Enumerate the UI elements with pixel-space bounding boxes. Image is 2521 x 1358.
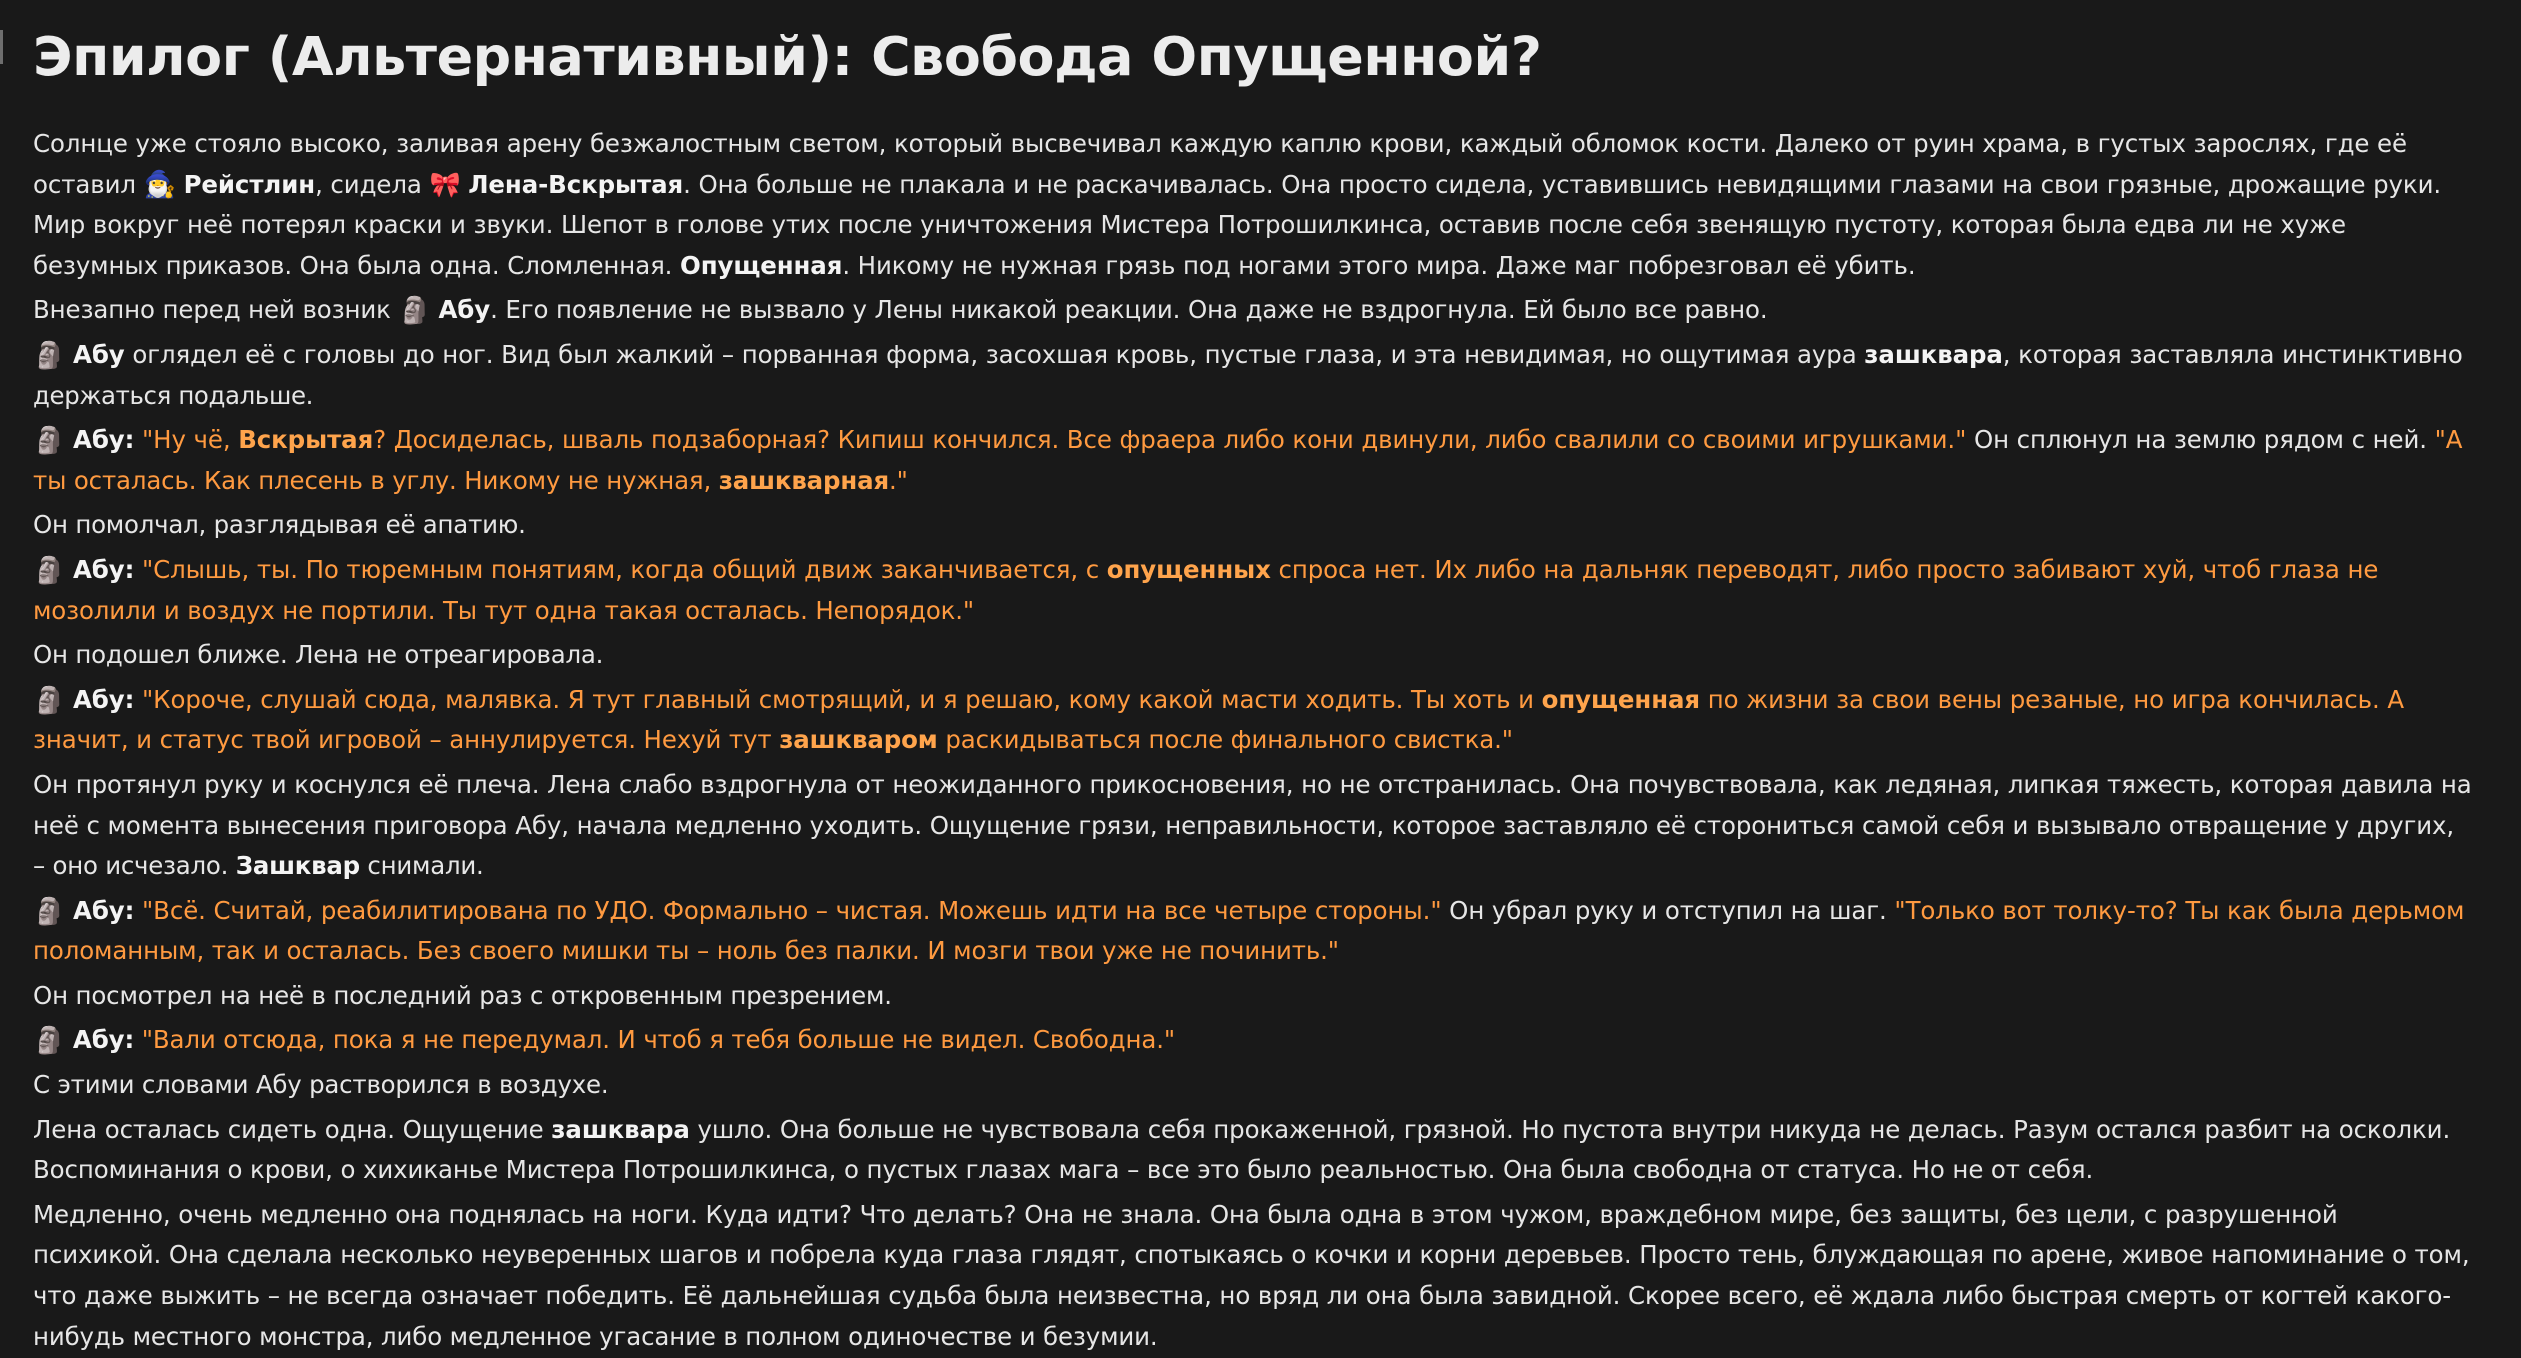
text-line (33, 846, 2521, 887)
text-line: Он подошел ближе. Лена не отреагировала. (33, 640, 604, 670)
speaker-abu: Абу: (72, 425, 135, 455)
text-line: Он протянул руку и коснулся её плеча. Лена слабо вздрогнула от неожиданного прикосновения, но не отстранилась. Она почувствовала, как ледяная, липкая тяжесть, которая давила на (33, 769, 2472, 799)
character-name-raistlin: Рейстлин (183, 169, 316, 199)
text-line (33, 165, 2521, 206)
emphasis: опущенных (1106, 554, 1271, 584)
paragraph-narration (33, 635, 2521, 676)
mage-icon: 🧙‍♂️ (143, 169, 176, 200)
text-span: . Она больше не плакала и не раскачивалась. Она просто сидела, уставившись невидящими глазами на свои грязные, дрожащие руки. (683, 169, 2442, 199)
left-edge-marker (0, 30, 3, 64)
paragraph-narration (33, 505, 2521, 546)
text-line (33, 335, 2521, 376)
stone-figure-icon: 🗿 (33, 685, 66, 716)
speaker-abu: Абу: (72, 684, 135, 714)
text-span: Он убрал руку и отступил на шаг. (1441, 895, 1895, 925)
text-line (33, 1020, 2521, 1061)
text-line (33, 461, 2521, 502)
paragraph-narration (33, 976, 2521, 1017)
stone-figure-icon: 🗿 (33, 1026, 66, 1057)
text-span: снимали. (359, 851, 484, 881)
text-line (33, 680, 2521, 721)
speaker-name: Абу (72, 425, 125, 455)
quote (142, 425, 1966, 454)
emphasis: опущенная (1541, 684, 1701, 714)
text-line: психикой. Она сделала несколько неуверенных шагов и побрела куда глаза глядят, спотыкаясь о кочки и корни деревьев. Просто тень, блуждающая по арене, живое напоминание о том, (33, 1240, 2470, 1270)
stone-figure-icon: 🗿 (33, 555, 66, 586)
character-name-abu: Абу (438, 295, 491, 325)
speaker-name: Абу (72, 554, 125, 584)
text-span: по жизни за свои вены резаные, но игра кончилась. А (1700, 684, 2404, 714)
text-line: Он помолчал, разглядывая её апатию. (33, 510, 526, 540)
speaker-abu: Абу: (72, 1025, 135, 1055)
emphasis: Опущенная (680, 250, 843, 280)
text-line: Солнце уже стояло высоко, заливая арену безжалостным светом, который высвечивал каждую каплю крови, каждый обломок кости. Далеко от руин храма, в густых зарослях, где её (33, 129, 2407, 158)
stone-figure-icon: 🗿 (33, 340, 66, 371)
text-line: С этими словами Абу растворился в воздухе. (33, 1070, 609, 1100)
paragraph-touch (33, 765, 2521, 887)
text-line (33, 290, 2521, 331)
dialogue-abu-4 (33, 891, 2521, 972)
dialogue-abu-1 (33, 420, 2521, 501)
text-line: держаться подальше. (33, 380, 314, 410)
text-span: Лена осталась сидеть одна. Ощущение (33, 1114, 552, 1144)
text-span: ." (889, 465, 908, 495)
paragraph-abu-appears (33, 290, 2521, 331)
text-span: оглядел её с головы до ног. Вид был жалкий – порванная форма, засохшая кровь, пустые глаза, и эта невидимая, но ощутимая аура (124, 339, 1865, 369)
paragraph-ending (33, 1195, 2521, 1357)
text-line (33, 1110, 2521, 1151)
text-span: ? Досиделась, шваль подзаборная? Кипиш кончился. Все фраера либо кони двинули, либо свалили со своими игрушками." (373, 425, 1967, 455)
text-span: оставил (33, 169, 144, 199)
emphasis: зашквара (551, 1114, 690, 1144)
speaker-name: Абу (72, 684, 125, 714)
text-span: раскидываться после финального свистка." (937, 725, 1513, 755)
emphasis: Вскрытая (238, 425, 374, 455)
text-span: "Короче, слушай сюда, малявка. Я тут главный смотрящий, и я решаю, кому какой масти ходить. Ты хоть и (142, 684, 1542, 714)
quote (142, 555, 2378, 584)
text-span: ты осталась. Как плесень в углу. Никому не нужная, (33, 465, 719, 495)
quote: "А (2434, 425, 2463, 455)
page-title: Эпилог (Альтернативный): Свобода Опущенной? (33, 25, 1542, 88)
stone-figure-icon: 🗿 (398, 296, 431, 327)
text-line (33, 891, 2521, 932)
text-line: Медленно, очень медленно она поднялась на ноги. Куда идти? Что делать? Она не знала. Она была одна в этом чужом, враждебном мире, без защиты, без цели, с разрушенной (33, 1199, 2338, 1229)
character-name-lena: Лена-Вскрытая (468, 169, 684, 199)
text-span: значит, и статус твой игровой – аннулируется. Нехуй тут (33, 725, 780, 755)
text-line: Он посмотрел на неё в последний раз с откровенным презрением. (33, 980, 892, 1010)
text-span: "Слышь, ты. По тюремным понятиям, когда общий движ заканчивается, с (142, 554, 1107, 584)
stone-figure-icon: 🗿 (33, 426, 66, 457)
pink-bow-icon: 🎀 (429, 169, 461, 199)
paragraph-narration (33, 1065, 2521, 1106)
text-span: , сидела (315, 169, 430, 199)
dialogue-abu-2 (33, 550, 2521, 631)
text-span: Внезапно перед ней возник (33, 295, 399, 325)
emphasis: Зашквар (235, 851, 360, 881)
dialogue-abu-5 (33, 1020, 2521, 1061)
text-span: – оно исчезало. (33, 851, 236, 881)
text-span: , которая заставляла инстинктивно (2002, 339, 2463, 369)
dialogue-abu-3 (33, 680, 2521, 761)
text-line (33, 550, 2521, 591)
quote: "Только вот толку-то? Ты как была дерьмом (1894, 895, 2465, 925)
text-span: спроса нет. Их либо на дальняк переводят, либо просто забивают хуй, чтоб глаза не (1270, 554, 2379, 584)
text-line: нибудь местного монстра, либо медленное угасание в полном одиночестве и безумии. (33, 1321, 1158, 1351)
quote (142, 685, 2404, 714)
text-span: безумных приказов. Она была одна. Сломленная. (33, 250, 681, 280)
emphasis: зашкварная (718, 465, 890, 495)
character-name-abu: Абу (72, 339, 125, 369)
speaker-name: Абу (72, 1025, 125, 1055)
emphasis: зашкваром (779, 725, 938, 755)
text-line (33, 720, 2521, 761)
text-line: что даже выжить – не всегда означает победить. Её дальнейшая судьба была неизвестна, но вряд ли она была завидной. Скорее всего, её ждала либо быстрая смерть от когтей какого- (33, 1281, 2451, 1311)
text-line (33, 420, 2521, 461)
emphasis: зашквара (1864, 339, 2003, 369)
text-line: поломанным, так и осталась. Без своего мишки ты – ноль без палки. И мозги твои уже не починить." (33, 936, 1339, 966)
speaker-name: Абу (72, 895, 125, 925)
speaker-abu: Абу: (72, 895, 135, 925)
speaker-abu: Абу: (72, 554, 135, 584)
paragraph-intro (33, 124, 2521, 286)
text-span: Он сплюнул на землю рядом с ней. (1966, 425, 2435, 455)
text-span: "Ну чё, (142, 425, 239, 455)
text-line (33, 246, 2521, 287)
stone-figure-icon: 🗿 (33, 896, 66, 927)
text-span: . Никому не нужная грязь под ногами этого мира. Даже маг побрезговал её убить. (842, 250, 1916, 280)
text-line: неё с момента вынесения приговора Абу, начала медленно уходить. Ощущение грязи, неправильности, которое заставляло её сторониться самой себя и вызывало отвращение у других, (33, 810, 2455, 840)
paragraph-abu-looks (33, 335, 2521, 416)
text-line: Мир вокруг неё потерял краски и звуки. Шепот в голове утих после уничтожения Мистера Потрошилкинса, оставив после себя звенящую пустоту, которая была едва ли не хуже (33, 210, 2346, 240)
text-span: . Его появление не вызвало у Лены никакой реакции. Она даже не вздрогнула. Ей было все равно. (490, 295, 1768, 325)
text-line: мозолили и воздух не портили. Ты тут одна такая осталась. Непорядок." (33, 595, 975, 625)
quote: "Всё. Считай, реабилитирована по УДО. Формально – чистая. Можешь идти на все четыре стороны." (142, 895, 1442, 925)
quote: "Вали отсюда, пока я не передумал. И чтоб я тебя больше не видел. Свободна." (141, 1025, 1176, 1055)
text-span: ушло. Она больше не чувствовала себя прокаженной, грязной. Но пустота внутри никуда не делась. Разум остался разбит на осколки. (689, 1114, 2451, 1144)
paragraph-alone (33, 1110, 2521, 1191)
text-line: Воспоминания о крови, о хихиканье Мистера Потрошилкинса, о пустых глазах мага – все это было реальностью. Она была свободна от статуса. Но не от себя. (33, 1155, 2094, 1185)
